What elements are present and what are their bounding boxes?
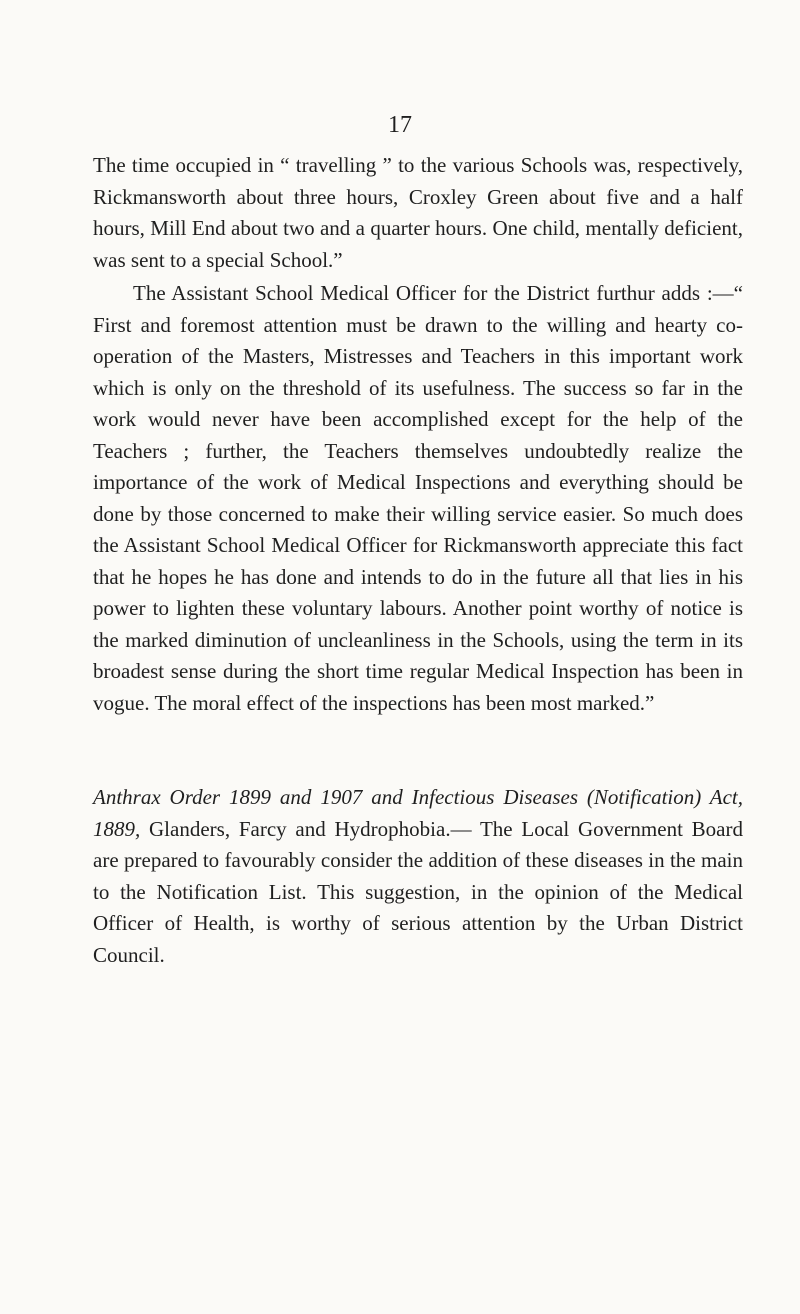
paragraph-assistant-officer-report: The Assistant School Medical Officer for the District furthur adds :—“ First and foremost attention must be drawn to the willing and hearty co-operation of the Masters, Mistresses and Teachers in this important work which is only on the threshold of its usefulness. The success so far in the work would never have been accomplished except for the help of the Teachers ; further, the Teachers themselves undoubtedly realize the importance of the work of Medical Inspections and everything should be done by those concerned to make their willing service easier. So much does the Assistant School Medical Officer for Rickmansworth appreciate this fact that he hopes he has done and intends to do in the future all that lies in his power to lighten these voluntary labours. Another point worthy of notice is the marked diminution of uncleanliness in the Schools, using the term in its broadest sense during the short time regular Medical Inspection has been in vogue. The moral effect of the inspections has been most marked.” bbox=[93, 281, 743, 715]
anthrax-paragraph-text: Glanders, Farcy and Hydrophobia.— The Local Government Board are prepared to favourably consider the addition of these diseases in the main to the Notification List. This suggestion, in the opinion of the Medical Officer of Health, is worthy of serious attention by the Urban District Council. bbox=[93, 816, 743, 967]
paragraph-anthrax-order bbox=[93, 782, 743, 971]
anthrax-heading-line-2: (Notification) Act, 1889, bbox=[93, 785, 743, 841]
anthrax-heading-line-1: Anthrax Order 1899 and 1907 and Infectious Diseases bbox=[93, 785, 578, 809]
paragraph-travel-time: The time occupied in “ travelling ” to the various Schools was, respectively, Rickmansworth about three hours, Croxley Green about five and a half hours, Mill End about two and a quarter hours. One child, mentally deficient, was sent to a special School.” bbox=[93, 153, 743, 272]
page-number: 17 bbox=[388, 112, 412, 138]
